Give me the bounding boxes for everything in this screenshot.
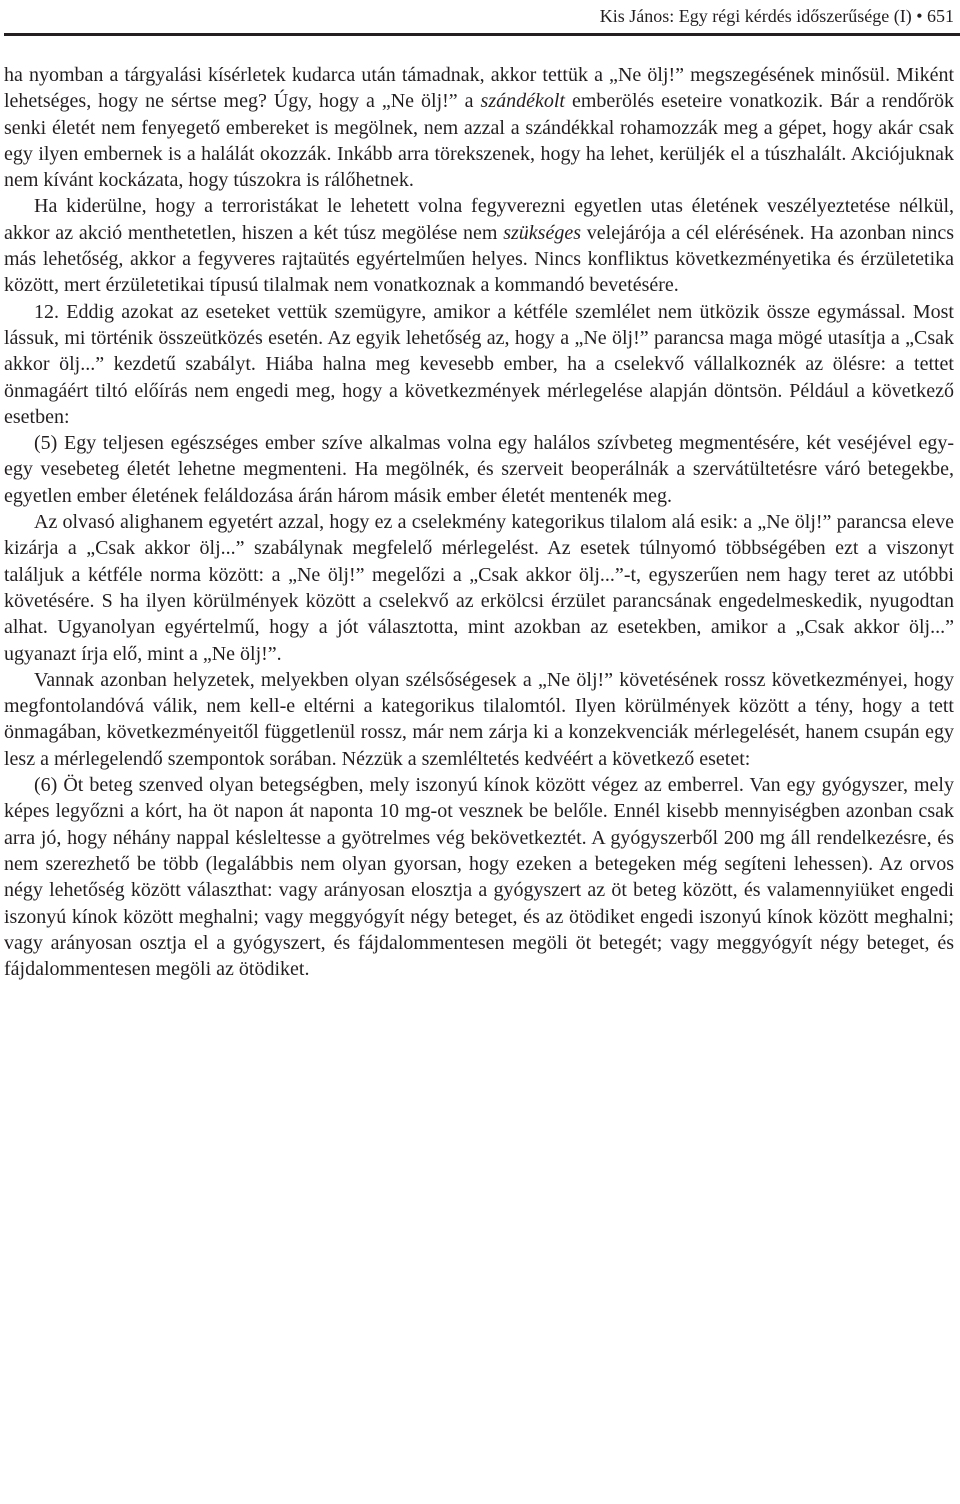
text-run: Vannak azonban helyzetek, melyekben olyan szélsőségesek a „Ne ölj!” követésének rossz következményei, hogy megfontolandóvá válik, nem kell-e eltérni a kategorikus tilalomtól. Ilyen körülmények között a tény, hogy a tett önmagában, következményeitől függetlenül rossz, már nem zárja ki a konzekvenciák mérlegelését, hanem csupán egy lesz a mérlegelendő szempontok sorában. Nézzük a szemléltetés kedvéért a következő esetet: [4,668,954,770]
example-6 [4,772,954,982]
text-run: Ha kiderülne, hogy a terroristákat le lehetett volna fegyverezni egyetlen utas életének veszélyeztetése nélkül, akkor az akció menthetetlen, hiszen a két túsz megölése nem [4,195,954,244]
paragraph-section-12 [4,299,954,430]
running-header-text [600,6,954,27]
page-number: 651 [927,6,954,26]
paragraph [4,667,954,772]
text-run: (6) Öt beteg szenved olyan betegségben, mely iszonyú kínok között végez az emberrel. Van egy gyógyszer, mely képes legyőzni a kórt, ha öt napon át naponta 10 mg-ot vesznek be belőle. Ennél kisebb mennyiségben azonban csak arra jó, hogy néhány nappal késleltesse a gyötrelmes vég bekövetkeztét. A gyógyszerből 200 mg áll rendelkezésre, és nem szerezhető be több (legalábbis nem olyan gyorsan, hogy ezeken a betegeken még segíteni lehessen). Az orvos négy lehetőség között választhat: vagy arányosan elosztja a gyógyszert az öt beteg között, és valamennyiüket engedi iszonyú kínok között meghalni; vagy meggyógyít négy beteget, és az ötödiket engedi iszonyú kínok között meghalni; vagy arányosan osztja el a gyógyszert, és fájdalommentesen megöli öt betegét; vagy meggyógyít négy beteget, és fájdalommentesen megöli az ötödiket. [4,774,954,981]
italic-text-run: szándékolt [480,90,565,113]
text-run: (5) Egy teljesen egészséges ember szíve alkalmas volna egy halálos szívbeteg megmentésére, két veséjével egy-egy vesebeteg életét lehetne megmenteni. Ha megölnék, és szerveit beoperálnák a szervátültetésre váró betegekbe, egyetlen ember életének feláldozása árán három másik ember életét mentenék meg. [4,432,954,507]
italic-text-run: szükséges [503,221,581,244]
paragraph [4,62,954,193]
text-run: velejárója a cél elérésének. Ha azonban nincs más lehetőség, akkor a fegyveres rajtaütés egyértelműen helyes. Nincs konfliktus következményetika és érzületetika között, mert érzületetikai típusú tilalmak nem vonatkoznak a kommandó bevetésére. [4,221,955,297]
header-rule [4,33,960,36]
running-title: Kis János: Egy régi kérdés időszerűsége (I) [599,6,912,26]
text-run: ha nyomban a tárgyalási kísérletek kudarca után támadnak, akkor tettük a „Ne ölj!” megszegésének minősül. Miként lehetséges, hogy ne sértse meg? Úgy, hogy a „Ne ölj!” a [4,64,954,113]
paragraph [4,509,954,667]
running-header [0,0,960,40]
text-run: Az olvasó alighanem egyetért azzal, hogy ez a cselekmény kategorikus tilalom alá esik: a „Ne ölj!” parancsa eleve kizárja a „Csak akkor ölj...” szabálynak megfelelő mérlegelést. Az esetek túlnyomó többségében ezt a viszonyt találjuk a kétféle norma között: a „Ne ölj!” megelőzi a „Csak akkor ölj...”-t, egyszerűen nem hagy teret az utóbbi követésére. S ha ilyen körülmények között a cselekvő az erkölcsi érzület parancsának engedelmeskedik, nyugodtan alhat. Ugyanolyan egyértelmű, hogy a jót választotta, mint azokban az esetekben, amikor a „Csak akkor ölj...” ugyanazt írja elő, mint a „Ne ölj!”. [4,511,954,665]
header-separator: • [916,6,923,26]
body-text [4,62,954,982]
text-run: emberölés eseteire vonatkozik. Bár a rendőrök senki életét nem fenyegető embereket is megölnek, nem azzal a szándékkal rohamozzák meg a gépet, hogy akár csak egy ilyen embernek is a halálát okozzák. Inkább arra törekszenek, hogy ha lehet, kerüljék el a túszhalált. Akciójuknak nem kívánt kockázata, hogy túszokra is rálőhetnek. [4,90,954,192]
example-5 [4,430,954,509]
text-run: 12. Eddig azokat az eseteket vettük szemügyre, amikor a kétféle szemlélet nem ütközik össze egymással. Most lássuk, mi történik összeütközés esetén. Az egyik lehetőség az, hogy a „Ne ölj!” parancsa maga mögé utasítja a „Csak akkor ölj...” kezdetű szabályt. Hiába halna meg kevesebb ember, ha a cselekvő vállalkoznék az ölésre: a tettet önmagáért tiltó előírás nem engedi meg, hogy a következmények mérlegelése alapján döntsön. Például a következő esetben: [4,300,954,428]
paragraph [4,193,954,298]
